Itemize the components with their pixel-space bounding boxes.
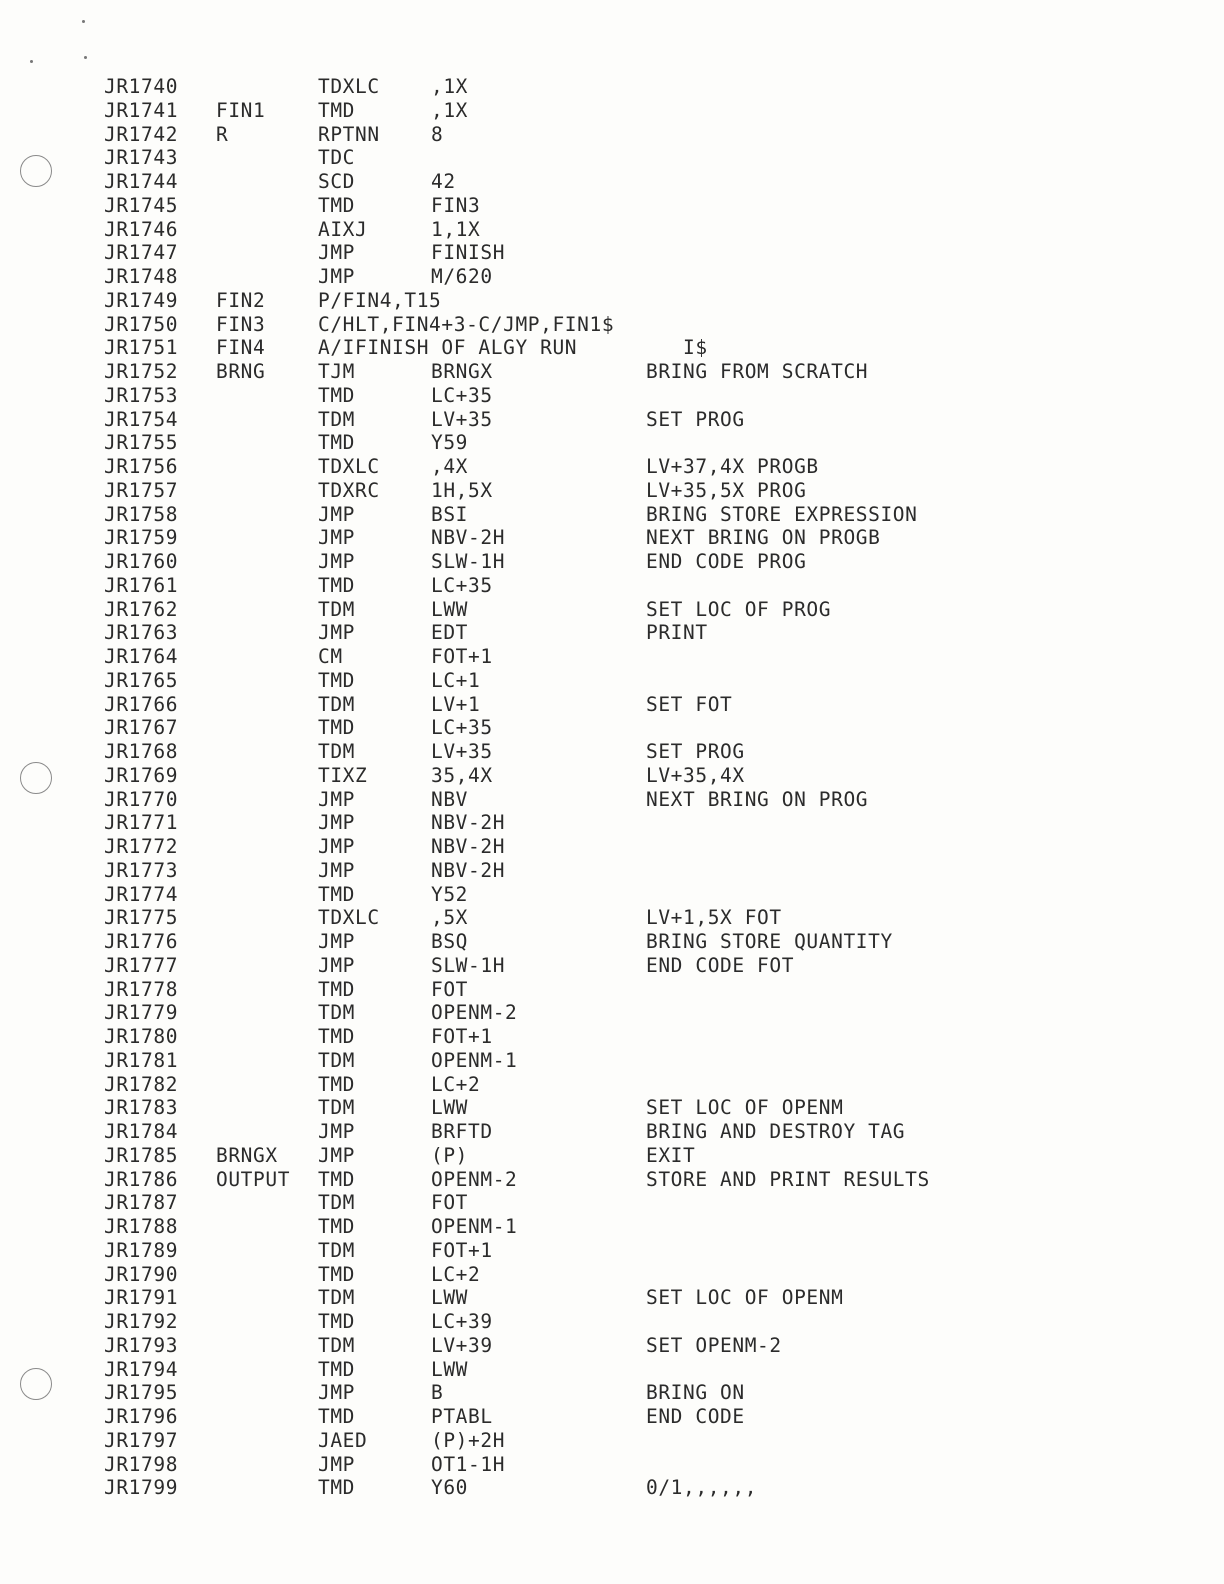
operand: NBV bbox=[431, 787, 469, 811]
operand: OPENM-1 bbox=[431, 1048, 518, 1072]
line-comment: SET LOC OF OPENM bbox=[646, 1096, 844, 1120]
sequence-number: JR1785 bbox=[104, 1143, 179, 1167]
operand: LWW bbox=[431, 1357, 469, 1381]
operand: LC+2 bbox=[431, 1072, 481, 1096]
sequence-number: JR1795 bbox=[104, 1381, 179, 1405]
operand: SLW-1H bbox=[431, 953, 506, 977]
sequence-number: JR1749 bbox=[104, 288, 179, 312]
operand: BRNGX bbox=[431, 360, 493, 383]
sequence-number: JR1786 bbox=[104, 1167, 179, 1191]
listing-line bbox=[104, 194, 1184, 218]
sequence-number: JR1766 bbox=[104, 692, 179, 716]
opcode: JMP bbox=[318, 811, 356, 835]
opcode: TDM bbox=[318, 692, 356, 716]
sequence-number: JR1751 bbox=[104, 336, 179, 360]
sequence-number: JR1779 bbox=[104, 1001, 179, 1025]
listing-line bbox=[104, 384, 1184, 408]
sequence-number: JR1796 bbox=[104, 1405, 179, 1428]
opcode: TDM bbox=[318, 1238, 356, 1262]
opcode: TMD bbox=[318, 1357, 356, 1381]
line-comment: LV+1,5X FOT bbox=[646, 906, 782, 930]
opcode: JMP bbox=[318, 1381, 356, 1405]
paper-speck bbox=[82, 20, 85, 23]
operand: OPENM-2 bbox=[431, 1167, 518, 1191]
listing-line bbox=[104, 336, 1184, 360]
opcode: TMD bbox=[318, 1405, 356, 1428]
opcode: TMD bbox=[318, 977, 356, 1001]
sequence-number: JR1760 bbox=[104, 550, 179, 573]
opcode: TMD bbox=[318, 1476, 356, 1500]
sequence-number: JR1757 bbox=[104, 478, 179, 502]
listing-line bbox=[104, 1453, 1184, 1477]
listing-line bbox=[104, 313, 1184, 337]
line-comment: BRING STORE EXPRESSION bbox=[646, 502, 918, 526]
line-comment: STORE AND PRINT RESULTS bbox=[646, 1167, 930, 1191]
sequence-number: JR1748 bbox=[104, 265, 179, 288]
operand: NBV-2H bbox=[431, 835, 506, 858]
opcode: TDXLC bbox=[318, 906, 380, 930]
operand: ,5X bbox=[431, 906, 469, 930]
line-label: BRNG bbox=[216, 360, 266, 383]
line-comment: SET LOC OF PROG bbox=[646, 597, 832, 621]
opcode: TMD bbox=[318, 383, 356, 407]
operand: FOT bbox=[431, 977, 469, 1001]
opcode: TMD bbox=[318, 1072, 356, 1096]
sequence-number: JR1797 bbox=[104, 1428, 179, 1452]
opcode: TMD bbox=[318, 882, 356, 906]
sequence-number: JR1762 bbox=[104, 597, 179, 621]
sequence-number: JR1752 bbox=[104, 360, 179, 383]
opcode: JMP bbox=[318, 1143, 356, 1167]
listing-line bbox=[104, 550, 1184, 574]
listing-line bbox=[104, 1429, 1184, 1453]
listing-line bbox=[104, 1168, 1184, 1192]
sequence-number: JR1793 bbox=[104, 1333, 179, 1357]
listing-line bbox=[104, 241, 1184, 265]
listing-line bbox=[104, 479, 1184, 503]
line-label: OUTPUT bbox=[216, 1167, 291, 1191]
operand: OT1-1H bbox=[431, 1452, 506, 1476]
opcode: JMP bbox=[318, 930, 356, 953]
listing-line bbox=[104, 503, 1184, 527]
opcode: TMD bbox=[318, 668, 356, 692]
line-comment: EXIT bbox=[646, 1143, 696, 1167]
opcode: JMP bbox=[318, 265, 356, 288]
operand: LV+35 bbox=[431, 740, 493, 763]
opcode: TDXLC bbox=[318, 75, 380, 98]
sequence-number: JR1792 bbox=[104, 1310, 179, 1333]
line-label: FIN1 bbox=[216, 98, 266, 122]
sequence-number: JR1790 bbox=[104, 1262, 179, 1286]
listing-line bbox=[104, 265, 1184, 289]
line-comment: BRING ON bbox=[646, 1381, 745, 1405]
line-comment: SET PROG bbox=[646, 407, 745, 431]
listing-line bbox=[104, 123, 1184, 147]
sequence-number: JR1776 bbox=[104, 930, 179, 953]
sequence-number: JR1791 bbox=[104, 1286, 179, 1310]
listing-line bbox=[104, 716, 1184, 740]
operand: LWW bbox=[431, 1286, 469, 1310]
line-comment: SET LOC OF OPENM bbox=[646, 1286, 844, 1310]
listing-line bbox=[104, 788, 1184, 812]
sequence-number: JR1784 bbox=[104, 1120, 179, 1143]
opcode: TMD bbox=[318, 573, 356, 597]
opcode: TDC bbox=[318, 146, 356, 170]
listing-line bbox=[104, 1025, 1184, 1049]
opcode: TMD bbox=[318, 431, 356, 455]
listing-line bbox=[104, 1144, 1184, 1168]
sequence-number: JR1799 bbox=[104, 1476, 179, 1500]
operand: NBV-2H bbox=[431, 811, 506, 835]
sequence-number: JR1744 bbox=[104, 170, 179, 193]
listing-line bbox=[104, 1310, 1184, 1334]
sequence-number: JR1740 bbox=[104, 75, 179, 98]
operand: PTABL bbox=[431, 1405, 493, 1428]
operand: Y59 bbox=[431, 431, 469, 455]
operand: LC+2 bbox=[431, 1262, 481, 1286]
operand: OPENM-2 bbox=[431, 1001, 518, 1025]
sequence-number: JR1750 bbox=[104, 312, 179, 336]
sequence-number: JR1771 bbox=[104, 811, 179, 835]
operand: 8 bbox=[431, 122, 444, 146]
opcode: JMP bbox=[318, 526, 356, 550]
line-comment: NEXT BRING ON PROGB bbox=[646, 526, 881, 550]
opcode: TMD bbox=[318, 1167, 356, 1191]
line-comment: PRINT bbox=[646, 621, 708, 645]
operand: FOT bbox=[431, 1191, 469, 1215]
listing-line bbox=[104, 289, 1184, 313]
listing-line bbox=[104, 146, 1184, 170]
opcode: TDM bbox=[318, 1096, 356, 1120]
listing-line bbox=[104, 1001, 1184, 1025]
operand: ,1X bbox=[431, 98, 469, 122]
operand: Y52 bbox=[431, 882, 469, 906]
listing-line bbox=[104, 859, 1184, 883]
opcode: TDM bbox=[318, 1286, 356, 1310]
opcode: TMD bbox=[318, 1215, 356, 1238]
sequence-number: JR1747 bbox=[104, 241, 179, 265]
operand: BSI bbox=[431, 502, 469, 526]
listing-line bbox=[104, 99, 1184, 123]
sequence-number: JR1753 bbox=[104, 383, 179, 407]
opcode: CM bbox=[318, 645, 343, 668]
sequence-number: JR1772 bbox=[104, 835, 179, 858]
sequence-number: JR1773 bbox=[104, 858, 179, 882]
listing-line bbox=[104, 811, 1184, 835]
opcode: TDXRC bbox=[318, 478, 380, 502]
opcode: JMP bbox=[318, 953, 356, 977]
opcode: JMP bbox=[318, 621, 356, 645]
sequence-number: JR1767 bbox=[104, 716, 179, 740]
sequence-number: JR1765 bbox=[104, 668, 179, 692]
opcode: P/FIN4,T15 bbox=[318, 288, 442, 312]
sequence-number: JR1743 bbox=[104, 146, 179, 170]
listing-line bbox=[104, 764, 1184, 788]
paper-speck bbox=[30, 60, 33, 63]
listing-line bbox=[104, 431, 1184, 455]
operand: ,1X bbox=[431, 75, 469, 98]
operand: LC+39 bbox=[431, 1310, 493, 1333]
opcode: TDM bbox=[318, 1333, 356, 1357]
opcode: TJM bbox=[318, 360, 356, 383]
listing-line bbox=[104, 218, 1184, 242]
opcode: TDM bbox=[318, 1048, 356, 1072]
sequence-number: JR1759 bbox=[104, 526, 179, 550]
line-comment: LV+35,4X bbox=[646, 763, 745, 787]
operand: M/620 bbox=[431, 265, 493, 288]
line-comment: I$ bbox=[646, 336, 708, 360]
listing-line bbox=[104, 669, 1184, 693]
listing-line bbox=[104, 455, 1184, 479]
listing-line bbox=[104, 75, 1184, 99]
listing-line bbox=[104, 1073, 1184, 1097]
punch-hole-top bbox=[20, 155, 52, 187]
operand: LC+1 bbox=[431, 668, 481, 692]
line-comment: LV+37,4X PROGB bbox=[646, 455, 819, 478]
operand: NBV-2H bbox=[431, 526, 506, 550]
line-comment: END CODE PROG bbox=[646, 550, 807, 573]
operand: (P) bbox=[431, 1143, 469, 1167]
sequence-number: JR1780 bbox=[104, 1025, 179, 1048]
opcode: JMP bbox=[318, 787, 356, 811]
opcode: TDM bbox=[318, 407, 356, 431]
line-comment: BRING STORE QUANTITY bbox=[646, 930, 893, 953]
sequence-number: JR1754 bbox=[104, 407, 179, 431]
sequence-number: JR1769 bbox=[104, 763, 179, 787]
line-comment: BRING AND DESTROY TAG bbox=[646, 1120, 906, 1143]
opcode: TDM bbox=[318, 597, 356, 621]
assembly-listing bbox=[104, 75, 1184, 1500]
listing-line bbox=[104, 170, 1184, 194]
listing-line bbox=[104, 645, 1184, 669]
line-comment: END CODE bbox=[646, 1405, 745, 1428]
sequence-number: JR1768 bbox=[104, 740, 179, 763]
paper-speck bbox=[84, 56, 87, 59]
line-label: FIN3 bbox=[216, 312, 266, 336]
operand: NBV-2H bbox=[431, 858, 506, 882]
line-comment: LV+35,5X PROG bbox=[646, 478, 807, 502]
opcode: TDM bbox=[318, 1001, 356, 1025]
line-comment: SET OPENM-2 bbox=[646, 1333, 782, 1357]
listing-line bbox=[104, 1239, 1184, 1263]
sequence-number: JR1758 bbox=[104, 502, 179, 526]
opcode: TMD bbox=[318, 1025, 356, 1048]
opcode: TDM bbox=[318, 1191, 356, 1215]
opcode: TMD bbox=[318, 98, 356, 122]
operand: FOT+1 bbox=[431, 645, 493, 668]
listing-line bbox=[104, 1049, 1184, 1073]
opcode: TMD bbox=[318, 1262, 356, 1286]
opcode: TMD bbox=[318, 193, 356, 217]
opcode: C/HLT,FIN4+3-C/JMP,FIN1$ bbox=[318, 312, 615, 336]
sequence-number: JR1787 bbox=[104, 1191, 179, 1215]
operand: (P)+2H bbox=[431, 1428, 506, 1452]
punch-hole-bottom bbox=[20, 1368, 52, 1400]
operand: LV+39 bbox=[431, 1333, 493, 1357]
listing-line bbox=[104, 1096, 1184, 1120]
listing-line bbox=[104, 1405, 1184, 1429]
listing-line bbox=[104, 574, 1184, 598]
listing-line bbox=[104, 1286, 1184, 1310]
opcode: JMP bbox=[318, 1452, 356, 1476]
opcode: JMP bbox=[318, 502, 356, 526]
operand: ,4X bbox=[431, 455, 469, 478]
operand: FINISH bbox=[431, 241, 506, 265]
operand: Y60 bbox=[431, 1476, 469, 1500]
operand: OPENM-1 bbox=[431, 1215, 518, 1238]
opcode: RPTNN bbox=[318, 122, 380, 146]
opcode: JMP bbox=[318, 1120, 356, 1143]
opcode: JMP bbox=[318, 241, 356, 265]
listing-line bbox=[104, 526, 1184, 550]
line-comment: NEXT BRING ON PROG bbox=[646, 787, 869, 811]
listing-line bbox=[104, 954, 1184, 978]
operand: FOT+1 bbox=[431, 1025, 493, 1048]
operand: FIN3 bbox=[431, 193, 481, 217]
sequence-number: JR1742 bbox=[104, 122, 179, 146]
listing-line bbox=[104, 1381, 1184, 1405]
line-label: R bbox=[216, 122, 229, 146]
opcode: A/IFINISH OF ALGY RUN bbox=[318, 336, 578, 360]
operand: SLW-1H bbox=[431, 550, 506, 573]
punch-hole-middle bbox=[20, 762, 52, 794]
opcode: TIXZ bbox=[318, 763, 368, 787]
sequence-number: JR1755 bbox=[104, 431, 179, 455]
line-label: BRNGX bbox=[216, 1143, 278, 1167]
sequence-number: JR1783 bbox=[104, 1096, 179, 1120]
sequence-number: JR1761 bbox=[104, 573, 179, 597]
operand: LC+35 bbox=[431, 573, 493, 597]
operand: FOT+1 bbox=[431, 1238, 493, 1262]
listing-line bbox=[104, 693, 1184, 717]
sequence-number: JR1788 bbox=[104, 1215, 179, 1238]
sequence-number: JR1798 bbox=[104, 1452, 179, 1476]
operand: EDT bbox=[431, 621, 469, 645]
listing-line bbox=[104, 408, 1184, 432]
sequence-number: JR1778 bbox=[104, 977, 179, 1001]
opcode: TDXLC bbox=[318, 455, 380, 478]
sequence-number: JR1746 bbox=[104, 217, 179, 241]
line-comment: SET FOT bbox=[646, 692, 733, 716]
listing-line bbox=[104, 1215, 1184, 1239]
sequence-number: JR1774 bbox=[104, 882, 179, 906]
operand: LC+35 bbox=[431, 716, 493, 740]
listing-line bbox=[104, 930, 1184, 954]
opcode: JMP bbox=[318, 550, 356, 573]
sequence-number: JR1745 bbox=[104, 193, 179, 217]
opcode: JMP bbox=[318, 858, 356, 882]
sequence-number: JR1763 bbox=[104, 621, 179, 645]
operand: B bbox=[431, 1381, 444, 1405]
operand: LV+1 bbox=[431, 692, 481, 716]
opcode: TMD bbox=[318, 1310, 356, 1333]
sequence-number: JR1756 bbox=[104, 455, 179, 478]
line-comment: END CODE FOT bbox=[646, 953, 795, 977]
listing-line bbox=[104, 906, 1184, 930]
listing-line bbox=[104, 1191, 1184, 1215]
sequence-number: JR1764 bbox=[104, 645, 179, 668]
line-comment: SET PROG bbox=[646, 740, 745, 763]
operand: LV+35 bbox=[431, 407, 493, 431]
sequence-number: JR1770 bbox=[104, 787, 179, 811]
operand: 35,4X bbox=[431, 763, 493, 787]
listing-line bbox=[104, 978, 1184, 1002]
listing-line bbox=[104, 1358, 1184, 1382]
sequence-number: JR1781 bbox=[104, 1048, 179, 1072]
listing-line bbox=[104, 621, 1184, 645]
listing-line bbox=[104, 1334, 1184, 1358]
operand: LWW bbox=[431, 597, 469, 621]
listing-line bbox=[104, 360, 1184, 384]
sequence-number: JR1782 bbox=[104, 1072, 179, 1096]
opcode: JAED bbox=[318, 1428, 368, 1452]
operand: LWW bbox=[431, 1096, 469, 1120]
listing-line bbox=[104, 1476, 1184, 1500]
opcode: JMP bbox=[318, 835, 356, 858]
operand: 1H,5X bbox=[431, 478, 493, 502]
line-comment: 0/1,,,,,, bbox=[646, 1476, 758, 1500]
opcode: TDM bbox=[318, 740, 356, 763]
operand: BSQ bbox=[431, 930, 469, 953]
line-label: FIN4 bbox=[216, 336, 266, 360]
operand: 42 bbox=[431, 170, 456, 193]
operand: 1,1X bbox=[431, 217, 481, 241]
listing-line bbox=[104, 598, 1184, 622]
sequence-number: JR1777 bbox=[104, 953, 179, 977]
opcode: AIXJ bbox=[318, 217, 368, 241]
sequence-number: JR1741 bbox=[104, 98, 179, 122]
listing-line bbox=[104, 1263, 1184, 1287]
sequence-number: JR1794 bbox=[104, 1357, 179, 1381]
opcode: TMD bbox=[318, 716, 356, 740]
listing-line bbox=[104, 1120, 1184, 1144]
listing-line bbox=[104, 883, 1184, 907]
sequence-number: JR1789 bbox=[104, 1238, 179, 1262]
listing-line bbox=[104, 835, 1184, 859]
operand: BRFTD bbox=[431, 1120, 493, 1143]
sequence-number: JR1775 bbox=[104, 906, 179, 930]
line-label: FIN2 bbox=[216, 288, 266, 312]
operand: LC+35 bbox=[431, 383, 493, 407]
listing-line bbox=[104, 740, 1184, 764]
opcode: SCD bbox=[318, 170, 356, 193]
line-comment: BRING FROM SCRATCH bbox=[646, 360, 869, 383]
